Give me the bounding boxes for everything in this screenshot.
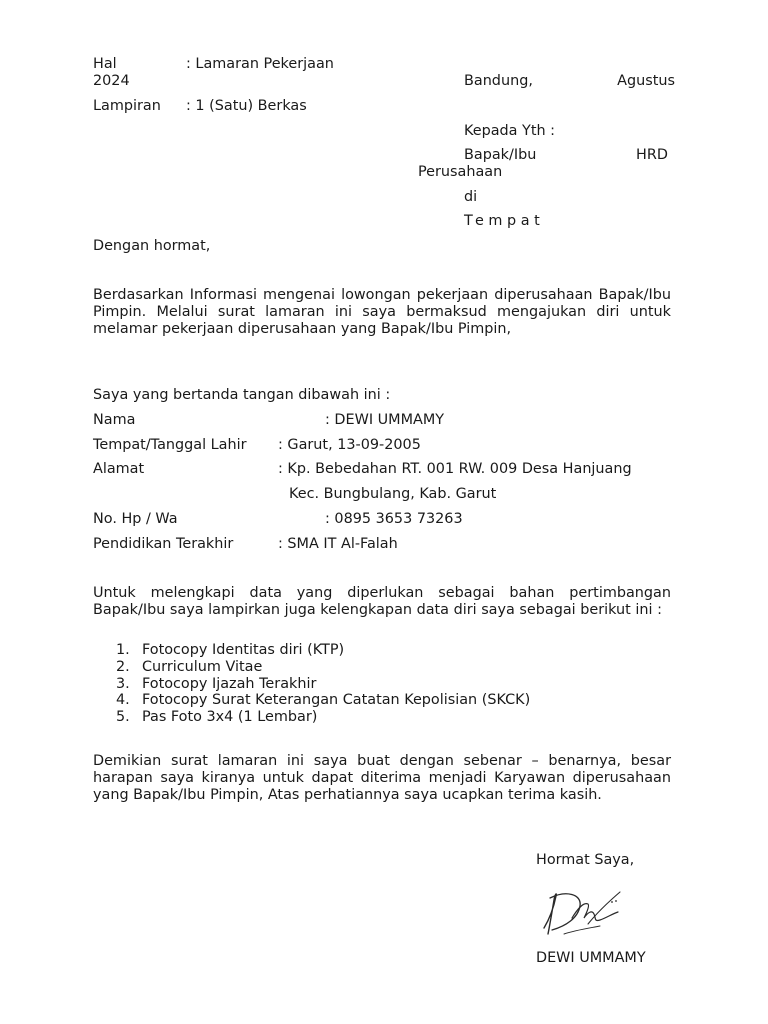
intro-paragraph: Berdasarkan Informasi mengenai lowongan pekerjaan diperusahaan Bapak/Ibu Pimpin. Melalui surat lamaran ini saya bermaksud mengajukan diri untuk melamar pekerjaan diperusahaan yang Bapak/Ibu Pimpin, <box>93 287 671 337</box>
alamat-value-line2: Kec. Bungbulang, Kab. Garut <box>289 486 497 502</box>
date-year: 2024 <box>93 72 130 89</box>
list-item-text: Pas Foto 3x4 (1 Lembar) <box>142 709 318 726</box>
list-item <box>93 692 530 709</box>
signoff: Hormat Saya, <box>536 852 635 868</box>
ttl-label: Tempat/Tanggal Lahir <box>93 437 247 453</box>
list-item-text: Fotocopy Surat Keterangan Catatan Kepolisian (SKCK) <box>142 692 531 709</box>
signature-image <box>536 884 626 942</box>
list-item <box>93 659 530 676</box>
hp-label: No. Hp / Wa <box>93 511 178 527</box>
attachments-paragraph: Untuk melengkapi data yang diperlukan sebagai bahan pertimbangan Bapak/Ibu saya lampirkan juga kelengkapan data diri saya sebagai berikut ini : <box>93 585 671 618</box>
hal-value: : Lamaran Pekerjaan <box>186 56 334 72</box>
recipient-line1-right: HRD <box>636 147 668 163</box>
list-item <box>93 709 530 726</box>
hal-label: Hal <box>93 56 117 72</box>
list-item-text: Fotocopy Identitas diri (KTP) <box>142 642 345 658</box>
list-item <box>93 642 530 659</box>
pendidikan-value: : SMA IT Al-Falah <box>278 536 398 552</box>
hp-value: : 0895 3653 73263 <box>325 511 463 527</box>
lampiran-label: Lampiran <box>93 98 161 114</box>
list-item-number: 5. <box>116 709 130 726</box>
list-item-number: 2. <box>116 658 130 675</box>
recipient-di: di <box>464 189 478 205</box>
alamat-label: Alamat <box>93 461 145 477</box>
hal-row <box>93 56 675 90</box>
list-item <box>93 676 530 693</box>
list-item-text: Curriculum Vitae <box>142 658 263 675</box>
recipient-line1-left: Bapak/Ibu <box>464 147 537 163</box>
closing-paragraph: Demikian surat lamaran ini saya buat dengan sebenar – benarnya, besar harapan saya kiranya untuk dapat diterima menjadi Karyawan diperusahaan yang Bapak/Ibu Pimpin, Atas perhatiannya saya ucapkan terima kasih. <box>93 753 671 803</box>
recipient-tempat: Tempat <box>464 213 545 229</box>
greeting: Dengan hormat, <box>93 238 211 254</box>
attachments-list <box>93 642 530 726</box>
lampiran-value: : 1 (Satu) Berkas <box>186 98 307 114</box>
list-item-number: 1. <box>116 642 130 658</box>
list-item-number: 4. <box>116 692 130 709</box>
list-item-number: 3. <box>116 675 130 692</box>
pendidikan-label: Pendidikan Terakhir <box>93 536 234 552</box>
nama-label: Nama <box>93 412 136 428</box>
nama-value: : DEWI UMMAMY <box>325 412 445 428</box>
list-item-text: Fotocopy Ijazah Terakhir <box>142 675 317 692</box>
recipient-line2: Perusahaan <box>418 164 503 180</box>
letter-date <box>464 73 675 90</box>
date-city: Bandung, <box>464 72 533 89</box>
statement-line: Saya yang bertanda tangan dibawah ini : <box>93 387 391 403</box>
date-month: Agustus <box>617 72 675 89</box>
recipient-kepada: Kepada Yth : <box>464 123 556 139</box>
signer-name: DEWI UMMAMY <box>536 950 646 966</box>
ttl-value: : Garut, 13-09-2005 <box>278 437 421 453</box>
alamat-value: : Kp. Bebedahan RT. 001 RW. 009 Desa Hanjuang <box>278 461 632 477</box>
